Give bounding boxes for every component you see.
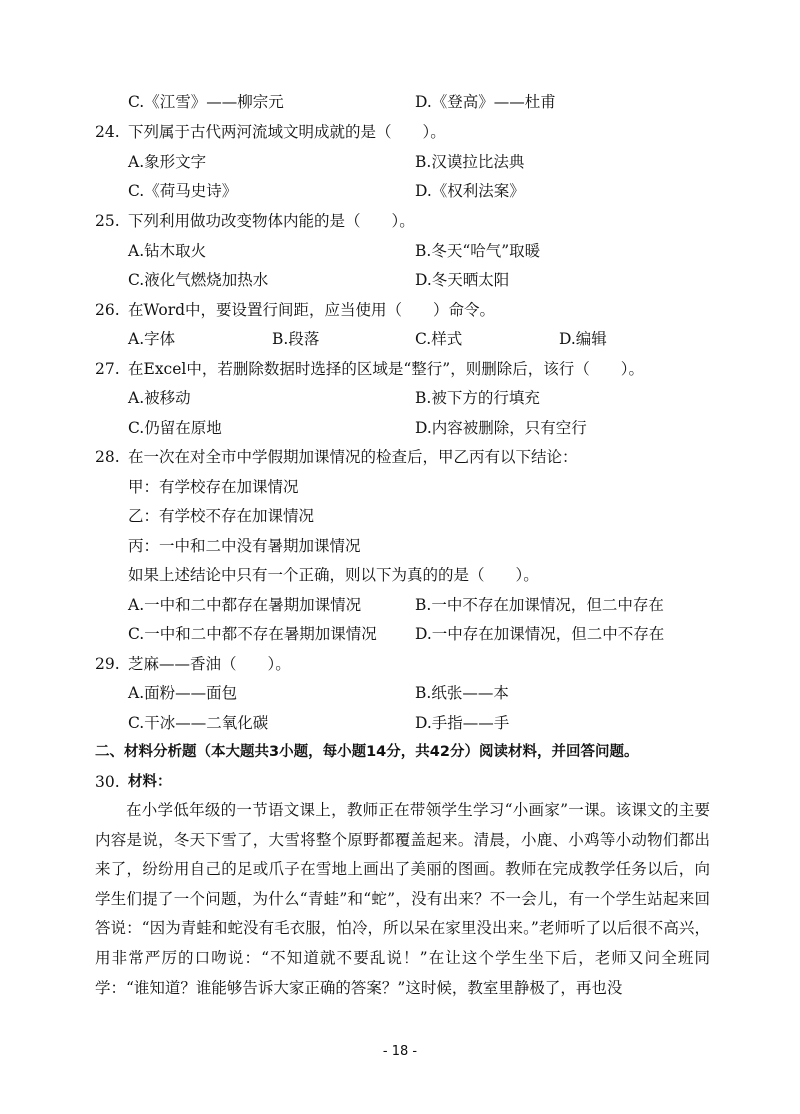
- q26-option-c: C.样式: [415, 330, 463, 348]
- q27-options-row-2: [0, 415, 800, 441]
- q30-material-paragraph: 在小学低年级的一节语文课上，教师正在带领学生学习“小画家”一课。该课文的主要内容是说，冬天下雪了，大雪将整个原野都覆盖起来。清晨，小鹿、小鸡等小动物们都出来了，纷纷用自己的足或爪子在雪地上画出了美丽的图画。教师在完成教学任务以后，向学生们提了一个问题，为什么“青蛙”和“蛇”，没有出来？不一会儿，有一个学生站起来回答说：“因为青蛙和蛇没有毛衣服，怕冷，所以呆在家里没出来。”老师听了以后很不高兴，用非常严厉的口吻说：“不知道就不要乱说！”在让这个学生坐下后，老师又问全班同学：“谁知道？谁能够告诉大家正确的答案？”这时候，教室里静极了，再也没: [95, 801, 710, 997]
- q28-number: 28.: [95, 448, 120, 466]
- q28-option-c: C.一中和二中都不存在暑期加课情况: [128, 625, 377, 643]
- q26-stem: 在Word中，要设置行间距，应当使用（ ）命令。: [128, 301, 496, 319]
- q27-stem-row: [0, 356, 800, 382]
- q26-option-b: B.段落: [272, 330, 320, 348]
- q25-stem: 下列利用做功改变物体内能的是（ ）。: [128, 212, 415, 230]
- q28-option-b: B.一中不存在加课情况，但二中存在: [415, 596, 664, 614]
- q29-stem-row: [0, 651, 800, 677]
- q25-options-row-2: [0, 267, 800, 293]
- q25-number: 25.: [95, 212, 120, 230]
- q29-option-c: C.干冰——二氧化碳: [128, 714, 269, 732]
- q27-option-a: A.被移动: [128, 389, 191, 407]
- page-number: - 18 -: [382, 1044, 418, 1059]
- q26-option-d: D.编辑: [559, 330, 607, 348]
- q24-number: 24.: [95, 123, 120, 141]
- q26-options-row: [0, 326, 800, 352]
- q24-options-row-1: [0, 149, 800, 175]
- q29-option-a: A.面粉——面包: [128, 684, 238, 702]
- q26-option-a: A.字体: [128, 330, 176, 348]
- q28-options-row-1: [0, 592, 800, 618]
- q25-option-d: D.冬天晒太阳: [415, 271, 510, 289]
- q23-option-c: C.《江雪》——柳宗元: [128, 93, 284, 111]
- q29-number: 29.: [95, 655, 120, 673]
- q28-stem-row: [0, 444, 800, 470]
- q27-number: 27.: [95, 360, 120, 378]
- q24-stem: 下列属于古代两河流域文明成就的是（ ）。: [128, 123, 446, 141]
- q28-option-d: D.一中存在加课情况，但二中不存在: [415, 625, 665, 643]
- q28-statement-bing: 丙：一中和二中没有暑期加课情况: [128, 537, 361, 555]
- q25-option-b: B.冬天“哈气”取暖: [415, 242, 541, 260]
- q28-question: 如果上述结论中只有一个正确，则以下为真的的是（ ）。: [128, 566, 539, 584]
- q25-options-row-1: [0, 238, 800, 264]
- q24-option-c: C.《荷马史诗》: [128, 182, 238, 200]
- q28-options-row-2: [0, 621, 800, 647]
- q28-option-a: A.一中和二中都存在暑期加课情况: [128, 596, 362, 614]
- section-2-title: 二、材料分析题（本大题共3小题，每小题14分，共42分）阅读材料，并回答问题。: [95, 744, 639, 760]
- q28-statement-jia: 甲：有学校存在加课情况: [128, 478, 299, 496]
- q24-option-b: B.汉谟拉比法典: [415, 153, 525, 171]
- q28-stem: 在一次在对全市中学假期加课情况的检查后，甲乙丙有以下结论：: [128, 448, 578, 466]
- q27-option-b: B.被下方的行填充: [415, 389, 540, 407]
- q25-option-c: C.液化气燃烧加热水: [128, 271, 269, 289]
- q30-material-label: 材料：: [128, 774, 172, 790]
- q29-options-row-2: [0, 710, 800, 736]
- q29-stem: 芝麻——香油（ ）。: [128, 655, 291, 673]
- q27-option-d: D.内容被删除，只有空行: [415, 419, 587, 437]
- q24-options-row-2: [0, 178, 800, 204]
- q28-statement-yi: 乙：有学校不存在加课情况: [128, 507, 315, 525]
- q26-number: 26.: [95, 301, 120, 319]
- q30-number: 30.: [95, 773, 120, 791]
- q30-label-row: [0, 769, 800, 795]
- q23-option-d: D.《登高》——杜甫: [415, 93, 556, 111]
- q25-option-a: A.钻木取火: [128, 242, 207, 260]
- q26-stem-row: [0, 297, 800, 323]
- q24-option-a: A.象形文字: [128, 153, 207, 171]
- q27-stem: 在Excel中，若删除数据时选择的区域是“整行”，则删除后，该行（ ）。: [128, 360, 644, 378]
- q24-stem-row: [0, 119, 800, 145]
- q24-option-d: D.《权利法案》: [415, 182, 525, 200]
- q23-options-row: [0, 89, 800, 115]
- q27-option-c: C.仍留在原地: [128, 419, 222, 437]
- q29-option-d: D.手指——手: [415, 714, 510, 732]
- q27-options-row-1: [0, 385, 800, 411]
- section-heading: [0, 739, 800, 765]
- q25-stem-row: [0, 208, 800, 234]
- q29-options-row-1: [0, 680, 800, 706]
- q29-option-b: B.纸张——本: [415, 684, 509, 702]
